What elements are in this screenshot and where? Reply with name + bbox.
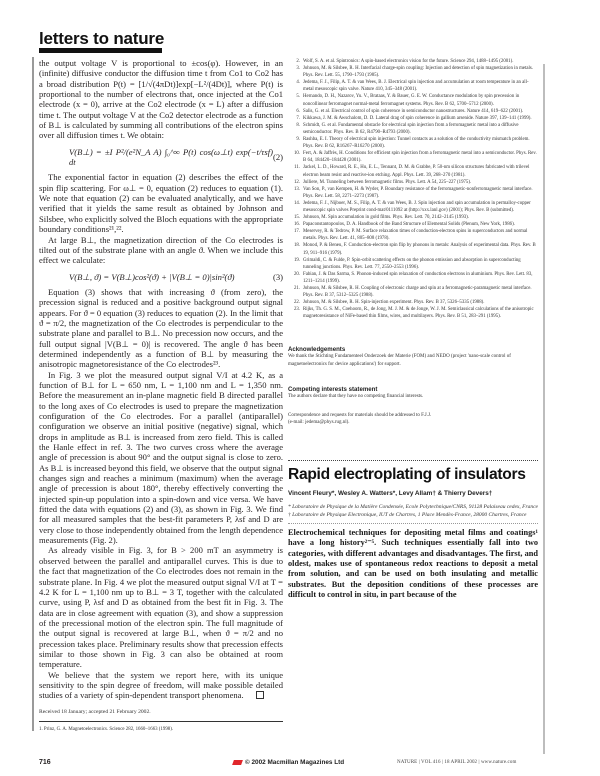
reference-list — [288, 58, 538, 320]
reference-number: 2. — [296, 59, 300, 64]
reference-text: Schmidt, G. et al. Fundamental obstacle for electrical spin injection from a ferromagnetic metal into a diffusive semiconductor. Phys. Rev. B 62, R4790–R4793 (2000). — [303, 122, 519, 135]
equation-2-expression: V(B⊥) = ±I P²/(e²N_A A) ∫₀^∞ P(t) cos(ω⊥t) exp(−t/τsf) dt — [69, 146, 273, 168]
reference-item — [288, 108, 538, 115]
reference-item — [288, 65, 538, 79]
references-rule — [39, 721, 283, 722]
reference-item — [288, 150, 538, 164]
body-paragraph: the output voltage V is proportional to ±cos(φ). However, in an (infinite) diffusive conductor the diffusion time t from Co1 to Co2 has a broad distribution P(t) = [1/√(4πDt)]exp[−L²/(4Dt)], where P(t) is proportional to the number of electrons that, once injected at the Co1 electrode (x = 0), arrive at the Co2 electrode (x = L) after a diffusion time t. The output voltage V at the Co2 detector electrode as a function of B⊥ is calculated by summing all contributions of the electron spins over all diffusion times t. We obtain: — [39, 58, 283, 141]
abstract-separator — [288, 523, 538, 524]
reference-item — [288, 164, 538, 178]
reference-number: 14. — [293, 200, 300, 206]
reference-item — [288, 93, 538, 107]
reference-number: 20. — [293, 271, 300, 277]
right-column-change-bar — [543, 64, 545, 754]
reference-text: Jedema, F. J., Nijboer, M. S., Filip, A. T. & van Wees, B. J. Spin injection and spin accumulation in permalloy-copper mesoscopic spin valves Preprint cond-mat/0111092 at (http://xxx.lanl.gov) (2001); Phys. Rev. B (submitted). — [303, 200, 531, 213]
next-article-abstract: Electrochemical techniques for depositing metal films and coatings¹ have a long history²⁻⁵. Such techniques essentially fall into two categories, with different advantages and disadvantages. The first, and oldest, makes use of spontaneous redox reactions to deposit a metal from solution, and can be used on both insulating and metallic substrates. But the deposition conditions of these processes are difficult to control in situ, in part because of the — [288, 528, 538, 600]
reference-item — [288, 228, 538, 242]
body-paragraph: Equation (3) shows that with increasing ϑ (from zero), the precession signal is reduced and a positive background output signal appears. For ϑ = 0 equation (3) reduces to equation (2). In the limit that ϑ = π/2, the magnetization of the Co electrodes is perpendicular to the substrate plane and parallel to B⊥. No precession now occurs, and the full output signal |V(B⊥ = 0)| is recovered. The angle ϑ has been determined independently as a function of B⊥ by measuring the anisotropic magnetoresistance of the Co electrodes²³. — [39, 286, 283, 370]
equation-3-number: (3) — [272, 271, 283, 282]
reference-text: Papaconstantopoulos, D. A. Handbook of the Band Structure of Elemental Solids (Plenum, New York, 1986). — [303, 222, 515, 228]
copyright-line — [233, 759, 344, 766]
body-paragraph: At large B⊥, the magnetization direction of the Co electrodes is tilted out of the substrate plane with an angle ϑ. When we include this effect we calculate: — [39, 234, 283, 266]
reference-text: Julliere, M. Tunneling between ferromagnetic films. Phys. Lett. A 54, 225–227 (1975). — [303, 179, 472, 185]
reference-number: 16. — [293, 222, 300, 228]
reference-number: 3. — [296, 66, 300, 72]
correspondence-email: (e-mail: jedema@phys.rug.nl). — [288, 420, 350, 426]
reference-item — [288, 306, 538, 320]
competing-interests-heading: Competing interests statement — [288, 385, 378, 393]
affiliation-1: * Laboratoire de Physique de la Matière Condensée, Ecole Polytechnique/CNRS, 91128 Palaiseau cedex, France — [288, 504, 538, 511]
reference-number: 23. — [293, 307, 300, 313]
reference-text: Kikkawa, J. M. & Awschalom, D. D. Lateral drag of spin coherence in gallium arsenide. Nature 397, 139–141 (1999). — [303, 115, 532, 121]
reference-number: 15. — [293, 215, 300, 221]
reference-item — [288, 257, 538, 271]
journal-info: NATURE | VOL 416 | 18 APRIL 2002 | www.nature.com — [397, 760, 517, 765]
reference-text: Prinz, G. A. Magnetoelectronics. Science 282, 1660–1663 (1998). — [43, 727, 174, 733]
reference-item — [288, 186, 538, 200]
section-title: letters to nature — [39, 29, 165, 48]
reference-number: 11. — [294, 165, 300, 171]
reference-item — [288, 58, 538, 65]
next-article-authors: Vincent Fleury*, Wesley A. Watters*, Levy Allam† & Thierry Devers† — [288, 490, 493, 498]
reference-text: Wolf, S. A. et al. Spintronics: A spin-based electronics vision for the future. Science 294, 1488–1495 (2001). — [303, 59, 514, 64]
affiliation-2: † Laboratoire de Physique Electronique, IUT de Chartres, 1 Place Mendès-France, 28000 Chartres, France — [288, 511, 527, 518]
reference-number: 21. — [293, 286, 300, 291]
reference-text: Van Son, P., van Kempen, H. & Wyder, P. Boundary resistance of the ferromagnetic-nonferromagnetic metal interface. Phys. Rev. Lett. 58, 2271–2273 (1987). — [303, 186, 533, 199]
reference-item — [288, 242, 538, 256]
reference-item — [288, 115, 538, 122]
reference-text: Salis, G. et al. Electrical control of spin coherence in semiconductor nanostructures. Nature 414, 619–622 (2001). — [303, 108, 524, 114]
article-separator — [288, 460, 538, 461]
body-paragraph: In Fig. 3 we plot the measured output signal V/I at 4.2 K, as a function of B⊥ for L = 650 nm, L = 1,100 nm and L = 1,350 nm. Before the measurement an in-plane magnetic field B directed parallel to the long axes of Co electrodes is used to prepare the magnetization configuration of the Co electrodes. For a parallel (antiparallel) configuration we observe an initial positive (negative) signal, which drops in amplitude as B⊥ is increased from zero field. This is called the Hanle effect in ref. 3. The two curves cross where the average angle of precession is about 90° and the output signal is close to zero. As B⊥ is increased beyond this field, we observe that the output signal changes sign and reaches a minimum (maximum) when the average angle of precession is about 180°, thereby effectively converting the injected spin-up population into a spin-down and vice versa. We have fitted the data with equations (2) and (3), as shown in Fig. 3. We find for all measured samples that the best-fit parameters P, λsf and D are very close to those independently obtained from the length dependence measurements (Fig. 2). — [39, 369, 283, 546]
reference-item — [288, 221, 538, 228]
reference-number: 18. — [293, 243, 300, 249]
reference-item — [288, 271, 538, 285]
reference-number: 5. — [296, 94, 300, 100]
left-column-change-bar — [32, 57, 34, 731]
reference-item — [288, 299, 538, 306]
reference-number: 1. — [39, 727, 43, 733]
reference-number: 17. — [293, 229, 300, 235]
received-dates: Received 18 January; accepted 21 February 2002. — [39, 708, 151, 715]
reference-item — [288, 214, 538, 221]
reference-item — [288, 136, 538, 150]
copyright-text: © 2002 Macmillan Magazines Ltd — [245, 759, 345, 766]
header-rule — [39, 48, 162, 53]
reference-text: Grimaldi, C. & Fulde, P. Spin-orbit scattering effects on the phonon emission and absorption in superconducting tunneling junctions. Phys. Rev. Lett. 77, 2550–2553 (1996). — [303, 257, 521, 270]
reference-number: 7. — [296, 115, 300, 121]
reference-item — [288, 179, 538, 186]
reference-text: Fert, A. & Jaffrès, H. Conditions for efficient spin injection from a ferromagnetic metal into a semiconductor. Phys. Rev. B 64, 184420–184428 (2001). — [303, 151, 537, 164]
reference-number: 12. — [293, 179, 300, 185]
reference-item — [288, 79, 538, 93]
reference-text: Rashba, E. I. Theory of electrical spin injection: Tunnel contacts as a solution of the conductivity mismatch problem. Phys. Rev. B 62, R16267–R16270 (2000). — [303, 137, 530, 150]
reference-text: Monod, P. & Beneu, F. Conduction-electron spin flip by phonons in metals: Analysis of experimental data. Phys. Rev. B 19, 911–916 (1979). — [303, 243, 536, 256]
equation-2-number: (2) — [272, 151, 283, 162]
reference-number: 22. — [293, 300, 300, 306]
page-number: 716 — [39, 759, 51, 766]
end-of-article-icon — [256, 691, 264, 699]
body-paragraph: As already visible in Fig. 3, for B > 200 mT an asymmetry is observed between the parallel and antiparallel curves. This is due to the fact that magnetization of the Co electrodes does not remain in the substrate plane. In Fig. 4 we plot the measured output signal V/I at T = 4.2 K for L = 1,100 nm up to B⊥ = 3 T, together with the calculated curve, using P, λsf and D as obtained from the best fit in Fig. 3. The data are in close agreement with equation (3), and show a suppression of the precessional motion of the electron spin. The full magnitude of the output signal is recovered at large B⊥, when ϑ = π/2 and no precession takes place. Preliminary results show that precession effects similar to those shown in Fig. 3 can also be obtained at room temperature. — [39, 545, 283, 670]
reference-text: Rijks, Th. G. S. M., Coehoorn, R., de Jong, M. J. M. & de Jonge, W. J. M. Semiclassical calculations of the anisotropic magnetoresistance of NiFe-based thin films, wires, and multilayers. Phys. Rev. B 51, 283–291 (1995). — [303, 307, 534, 320]
acknowledgements-heading: Acknowledgements — [288, 346, 346, 354]
equation-3-expression: V(B⊥, ϑ) = V(B⊥)cos²(ϑ) + |V(B⊥ = 0)|sin²(ϑ) — [69, 271, 235, 282]
reference-text: Johnson, M. & Silsbee, R. H. Interfacial charge-spin coupling: Injection and detection of spin magnetization in metals. Phys. Rev. Lett. 55, 1790–1793 (1985). — [303, 66, 533, 79]
reference-text: Johnson, M. & Silsbee, R. H. Spin-injection experiment. Phys. Rev. B 37, 5326–5335 (1988). — [303, 300, 485, 306]
reference-text: Hernando, D. H., Nazarov, Yu. V., Brataas, Y. & Bauer, G. E. W. Conductance modulation by spin precession in noncollinear ferromagnet normal-metal ferromagnet systems. Phys. Rev. B 62, 5700–5712 (2000). — [303, 94, 520, 107]
macmillan-logo-icon — [233, 759, 242, 766]
reference-number: 9. — [296, 137, 300, 143]
next-article-title: Rapid electroplating of insulators — [288, 466, 526, 484]
equation-3 — [39, 266, 283, 287]
reference-text: Johnson, M. & Silsbee, R. H. Coupling of electronic charge and spin at a ferromagnetic-paramagnetic metal interface. Phys. Rev. B 37, 5312–5325 (1988). — [303, 286, 532, 299]
right-column — [288, 58, 538, 600]
correspondence-line: Correspondence and requests for materials should be addressed to F.J.J. — [288, 413, 432, 419]
reference-1 — [39, 725, 283, 735]
body-paragraph-text: We believe that the system we report here, with its unique sensitivity to the spin degree of freedom, will make possible detailed studies of a variety of spin-dependent transport phenomena. — [39, 669, 283, 701]
equation-2 — [39, 141, 283, 173]
body-paragraph: The exponential factor in equation (2) describes the effect of the spin flip scattering. For ω⊥ = 0, equation (2) reduces to equation (1). We note that equation (2) can be evaluated analytically, and we have verified that it yields the same result as obtained by Johnson and Silsbee, who explicitly solved the Bloch equations with the appropriate boundary conditions²¹,²². — [39, 172, 283, 235]
acknowledgements-text: We thank the Stichting Fundamenteel Onderzoek der Materie (FOM) and NEDO (project 'nano-scale control of magnetoelectronics for device applications') for support. — [288, 354, 511, 367]
correspondence-text — [288, 412, 538, 426]
reference-text: Jedema, F. J., Filip, A. T. & van Wees, B. J. Electrical spin injection and accumulation at room temperature in an all-metal mesoscopic spin valve. Nature 410, 345–348 (2001). — [303, 80, 529, 93]
reference-item — [288, 200, 538, 214]
reference-item — [288, 285, 538, 299]
reference-number: 8. — [296, 122, 300, 128]
reference-number: 4. — [296, 80, 300, 86]
reference-text: Fabian, J. & Das Sarma, S. Phonon-induced spin relaxation of conduction electrons in aluminium. Phys. Rev. Lett. 83, 1211–1214 (1999). — [303, 271, 533, 284]
final-paragraph — [39, 670, 283, 701]
reference-text: Johnson, M. Spin accumulation in gold films. Phys. Rev. Lett. 70, 2142–2145 (1993). — [303, 215, 469, 221]
reference-number: 13. — [293, 186, 300, 192]
reference-number: 19. — [293, 257, 300, 263]
reference-text: Meservey, R. & Tedrow, P. M. Surface relaxation times of conduction-electron spins in superconductors and normal metals. Phys. Rev. Lett. 41, 805–808 (1978). — [303, 229, 528, 242]
reference-item — [288, 122, 538, 136]
left-column-body — [39, 58, 283, 736]
competing-interests-text: The authors declare that they have no competing financial interests. — [288, 393, 424, 399]
reference-number: 6. — [296, 108, 300, 114]
reference-number: 10. — [293, 151, 300, 157]
reference-text: Jackel, L. D., Howard, R. E., Hu, E. L., Tennant, D. M. & Grabbe, P. 50-nm silicon structures fabricated with trilevel electron beam resist and reactive-ion etching. Appl. Phys. Lett. 39, 268–270 (1981). — [303, 165, 530, 178]
